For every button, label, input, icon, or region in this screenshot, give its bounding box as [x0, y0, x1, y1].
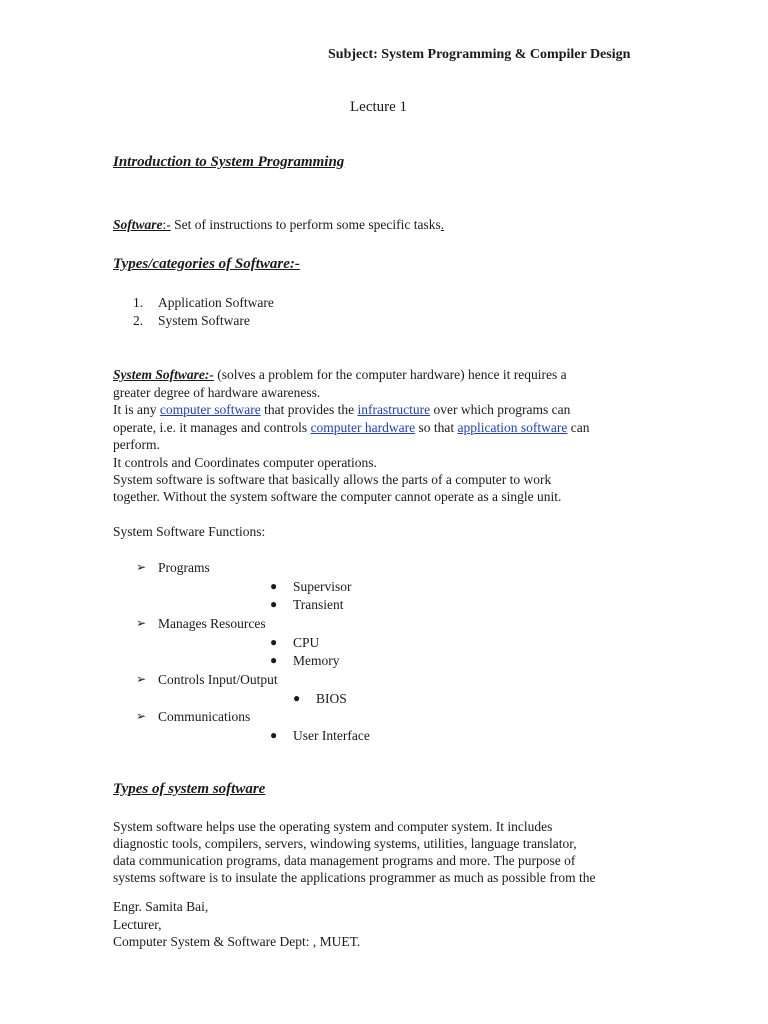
software-definition-end: .: [440, 217, 445, 232]
arrow-bullet-icon: ➢: [136, 709, 147, 723]
software-definition-line: [113, 216, 444, 234]
text-line: [113, 401, 570, 419]
text-line: greater degree of hardware awareness.: [113, 385, 321, 400]
bullet-icon: ●: [293, 691, 301, 705]
text-span: over which programs can: [430, 402, 571, 417]
arrow-bullet-icon: ➢: [136, 616, 147, 630]
arrow-bullet-icon: ➢: [136, 672, 147, 686]
bullet-icon: ●: [270, 635, 278, 649]
computer-hardware-link[interactable]: computer hardware: [310, 420, 416, 435]
list-item: User Interface: [293, 728, 370, 743]
list-item: Communications: [158, 709, 251, 724]
list-item: BIOS: [316, 691, 347, 706]
text-span: so that: [415, 420, 458, 435]
lecture-title: Lecture 1: [350, 99, 408, 115]
list-item: Memory: [293, 653, 340, 668]
bullet-icon: ●: [270, 653, 278, 667]
author-role: Lecturer,: [113, 917, 162, 932]
list-number: 2.: [133, 313, 144, 328]
application-software-link[interactable]: application software: [457, 420, 568, 435]
text-span: (solves a problem for the computer hardware) hence it requires a: [213, 367, 567, 382]
software-label-colon: :-: [162, 217, 171, 232]
list-item: CPU: [293, 635, 320, 650]
author-department: Computer System & Software Dept: , MUET.: [113, 934, 361, 949]
author-name: Engr. Samita Bai,: [113, 899, 209, 914]
list-item: Programs: [158, 560, 210, 575]
list-item: Supervisor: [293, 579, 352, 594]
functions-heading: System Software Functions:: [113, 524, 266, 539]
text-line: [113, 419, 589, 437]
system-software-label: System Software:-: [113, 367, 214, 382]
arrow-bullet-icon: ➢: [136, 560, 147, 574]
list-item: System Software: [158, 313, 250, 328]
section-heading-types-system: Types of system software: [113, 781, 266, 797]
list-item: Transient: [293, 597, 344, 612]
text-line: It controls and Coordinates computer operations.: [113, 455, 377, 470]
bullet-icon: ●: [270, 597, 278, 611]
text-span: that provides the: [260, 402, 358, 417]
text-span: operate, i.e. it manages and controls: [113, 420, 311, 435]
software-definition: Set of instructions to perform some specific tasks: [170, 217, 441, 232]
text-line: perform.: [113, 437, 160, 452]
bullet-icon: ●: [270, 579, 278, 593]
text-line: System software helps use the operating system and computer system. It includes: [113, 819, 553, 834]
infrastructure-link[interactable]: infrastructure: [357, 402, 431, 417]
list-number: 1.: [133, 295, 144, 310]
text-line: systems software is to insulate the applications programmer as much as possible from the: [113, 870, 596, 885]
bullet-icon: ●: [270, 728, 278, 742]
list-item: Manages Resources: [158, 616, 266, 631]
text-line: System software is software that basically allows the parts of a computer to work: [113, 472, 552, 487]
text-line: together. Without the system software the computer cannot operate as a single unit.: [113, 489, 562, 504]
subject-header: Subject: System Programming & Compiler Design: [328, 47, 631, 62]
text-span: It is any: [113, 402, 160, 417]
list-item: Controls Input/Output: [158, 672, 278, 687]
text-span: can: [567, 420, 590, 435]
section-heading-types: Types/categories of Software:-: [113, 256, 300, 272]
text-line: data communication programs, data management programs and more. The purpose of: [113, 853, 576, 868]
software-label: Software: [113, 217, 163, 232]
list-item: Application Software: [158, 295, 274, 310]
section-heading-intro: Introduction to System Programming: [113, 154, 345, 170]
text-line: [113, 366, 567, 384]
computer-software-link[interactable]: computer software: [159, 402, 261, 417]
text-line: diagnostic tools, compilers, servers, windowing systems, utilities, language translator,: [113, 836, 577, 851]
